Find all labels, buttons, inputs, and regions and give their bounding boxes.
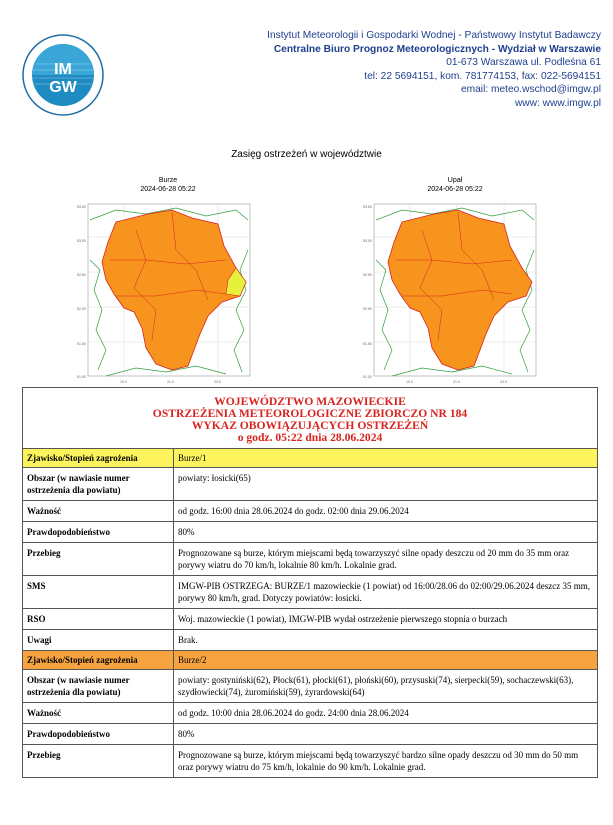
map-caption-heat bbox=[370, 176, 540, 194]
department-name: Centralne Biuro Prognoz Meteorologicznych - Wydział w Warszawie bbox=[273, 43, 601, 55]
table-row bbox=[23, 703, 598, 724]
probability-label: Prawdopodobieństwo bbox=[23, 724, 174, 745]
axis-y-tick: 51.00 bbox=[363, 375, 372, 379]
area-label: Obszar (w nawiasie numer ostrzeżenia dla powiatu) bbox=[23, 670, 174, 703]
table-row bbox=[23, 745, 598, 778]
logo-text-bottom: GW bbox=[49, 79, 77, 96]
imgw-logo bbox=[22, 34, 104, 116]
probability-value: 80% bbox=[174, 724, 598, 745]
table-row bbox=[23, 501, 598, 522]
course-label: Przebieg bbox=[23, 543, 174, 576]
axis-x-tick: 19.0 bbox=[406, 380, 413, 384]
bulletin-time: o godz. 05:22 dnia 28.06.2024 bbox=[237, 431, 383, 444]
axis-x-tick: 21.0 bbox=[167, 380, 174, 384]
sms-label: SMS bbox=[23, 576, 174, 609]
remarks-value: Brak. bbox=[174, 630, 598, 651]
axis-y-tick: 52.00 bbox=[77, 307, 86, 311]
validity-label: Ważność bbox=[23, 501, 174, 522]
area-label: Obszar (w nawiasie numer ostrzeżenia dla powiatu) bbox=[23, 468, 174, 501]
bulletin-title-row bbox=[23, 388, 598, 449]
table-row bbox=[23, 670, 598, 703]
axis-y-tick: 53.50 bbox=[363, 205, 372, 209]
bulletin-title bbox=[23, 388, 598, 449]
email-link[interactable]: email: meteo.wschod@imgw.pl bbox=[460, 84, 601, 96]
warnings-table bbox=[22, 387, 598, 778]
axis-y-tick: 52.00 bbox=[363, 307, 372, 311]
table-row bbox=[23, 522, 598, 543]
probability-value: 80% bbox=[174, 522, 598, 543]
map-title: Upał bbox=[447, 177, 463, 184]
address: 01-673 Warszawa ul. Podleśna 61 bbox=[446, 57, 601, 69]
phenomenon-value: Burze/2 bbox=[174, 651, 598, 670]
phenomenon-label: Zjawisko/Stopień zagrożenia bbox=[23, 449, 174, 468]
map-date: 2024-06-28 05:22 bbox=[140, 186, 196, 193]
maps-title: Zasięg ostrzeżeń w województwie bbox=[231, 149, 382, 160]
rso-label: RSO bbox=[23, 609, 174, 630]
remarks-label: Uwagi bbox=[23, 630, 174, 651]
bulletin-list-title: WYKAZ OBOWIĄZUJĄCYCH OSTRZEŻEŃ bbox=[191, 419, 429, 432]
probability-label: Prawdopodobieństwo bbox=[23, 522, 174, 543]
table-row bbox=[23, 724, 598, 745]
institute-name: Instytut Meteorologii i Gospodarki Wodnej - Państwowy Instytut Badawczy bbox=[267, 30, 601, 41]
validity-value: od godz. 16:00 dnia 28.06.2024 do godz. 02:00 dnia 29.06.2024 bbox=[174, 501, 598, 522]
course-value: Prognozowane są burze, którym miejscami będą towarzyszyć silne opady deszczu od 20 mm do 35 mm oraz porywy wiatru do 70 km/h, lokalnie 80 km/h. Lokalnie grad. bbox=[174, 543, 598, 576]
axis-x-tick: 21.0 bbox=[453, 380, 460, 384]
rso-value: Woj. mazowieckie (1 powiat), IMGW-PIB wydał ostrzeżenie pierwszego stopnia o burzach bbox=[174, 609, 598, 630]
axis-y-tick: 53.00 bbox=[77, 239, 86, 243]
area-value: powiaty: łosicki(65) bbox=[174, 468, 598, 501]
warning-2-header bbox=[23, 651, 598, 670]
area-value: powiaty: gostyniński(62), Płock(61), płocki(61), płoński(60), przysuski(74), sierpecki(59), sochaczewski(63), szydłowiecki(74), żuromiński(59), żyrardowski(64) bbox=[174, 670, 598, 703]
institute-header bbox=[267, 29, 601, 111]
axis-y-tick: 53.50 bbox=[77, 205, 86, 209]
axis-y-tick: 51.50 bbox=[363, 342, 372, 346]
axis-y-tick: 51.00 bbox=[77, 375, 86, 379]
table-row bbox=[23, 576, 598, 609]
axis-y-tick: 52.50 bbox=[363, 273, 372, 277]
course-label: Przebieg bbox=[23, 745, 174, 778]
axis-x-tick: 23.0 bbox=[500, 380, 507, 384]
table-row bbox=[23, 609, 598, 630]
table-row bbox=[23, 630, 598, 651]
warning-1-header bbox=[23, 449, 598, 468]
axis-y-tick: 53.00 bbox=[363, 239, 372, 243]
map-caption-storms bbox=[83, 176, 253, 194]
warning-map-heat bbox=[362, 200, 542, 386]
axis-y-tick: 51.50 bbox=[77, 342, 86, 346]
bulletin-number: OSTRZEŻENIA METEOROLOGICZNE ZBIORCZO NR 184 bbox=[152, 407, 468, 420]
validity-value: od godz. 10:00 dnia 28.06.2024 do godz. 24:00 dnia 28.06.2024 bbox=[174, 703, 598, 724]
voivodeship: WOJEWÓDZTWO MAZOWIECKIE bbox=[214, 395, 406, 408]
website-link[interactable]: www: www.imgw.pl bbox=[514, 97, 601, 109]
phenomenon-value: Burze/1 bbox=[174, 449, 598, 468]
phenomenon-label: Zjawisko/Stopień zagrożenia bbox=[23, 651, 174, 670]
logo-text-top: IM bbox=[54, 61, 72, 78]
axis-x-tick: 23.0 bbox=[214, 380, 221, 384]
warning-map-storms bbox=[76, 200, 256, 386]
phone: tel: 22 5694151, kom. 781774153, fax: 022-5694151 bbox=[364, 70, 601, 82]
map-date: 2024-06-28 05:22 bbox=[427, 186, 483, 193]
table-row bbox=[23, 543, 598, 576]
table-row bbox=[23, 468, 598, 501]
map-title: Burze bbox=[158, 177, 178, 184]
course-value: Prognozowane są burze, którym miejscami będą towarzyszyć bardzo silne opady deszczu od 30 mm do 50 mm oraz porywy wiatru do 75 km/h, lokalnie do 90 km/h. Lokalnie grad. bbox=[174, 745, 598, 778]
axis-y-tick: 52.50 bbox=[77, 273, 86, 277]
axis-x-tick: 19.0 bbox=[120, 380, 127, 384]
validity-label: Ważność bbox=[23, 703, 174, 724]
sms-value: IMGW-PIB OSTRZEGA: BURZE/1 mazowieckie (1 powiat) od 16:00/28.06 do 02:00/29.06.2024 deszcz 35 mm, porywy 80 km/h, grad. Dotyczy powiatów: łosicki. bbox=[174, 576, 598, 609]
